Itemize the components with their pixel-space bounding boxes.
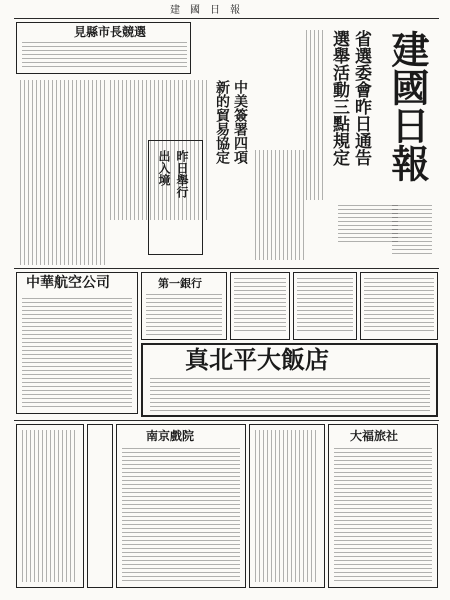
airline-ad-title: 中華航空公司 (26, 275, 110, 291)
mid-headline-b: 新的貿易協定 (214, 80, 230, 164)
right-notice-text (338, 205, 398, 245)
lead-headline: 省選委會昨日通告 (351, 30, 371, 166)
bank-ad-text (146, 294, 222, 336)
airline-ad-text (22, 298, 132, 408)
center-headline-a: 昨日舉行 (175, 150, 189, 198)
mid-headline-a: 中美簽署四項 (232, 80, 248, 164)
ads-mid-rule (14, 420, 439, 421)
upper-left-headline: 見縣市長競選 (74, 25, 147, 39)
masthead-info-block (392, 205, 432, 255)
restaurant-ad-title: 真北平大飯店 (185, 345, 329, 374)
ads-top-rule (14, 268, 439, 269)
mid-ad-a-text (234, 278, 286, 334)
bank-ad-title: 第一銀行 (158, 277, 202, 290)
bottom-left-ad-text (22, 430, 78, 582)
center-bottom-ad-text (255, 430, 319, 582)
theater-ad-title: 南京戲院 (146, 429, 195, 443)
upper-left-box-text (22, 42, 187, 70)
theater-ad-text (122, 448, 240, 582)
center-headline-b: 出入境 (157, 150, 171, 186)
mid-ad-c-text (364, 278, 434, 334)
masthead-title: 建國日報 (385, 30, 430, 182)
lead-subheadline: 選舉活動三點規定 (329, 30, 349, 166)
center-right-story-text (255, 150, 305, 260)
hotel-ad-text (334, 448, 432, 582)
top-bar-title: 建國日報 (170, 5, 250, 16)
restaurant-ad-text (150, 378, 430, 412)
top-rule (14, 18, 439, 19)
lead-story-text (306, 30, 324, 200)
bottom-left-ad-b (87, 424, 113, 588)
left-story-text (20, 80, 105, 265)
mid-ad-b-text (297, 278, 353, 334)
hotel-ad-title: 大福旅社 (350, 429, 399, 443)
